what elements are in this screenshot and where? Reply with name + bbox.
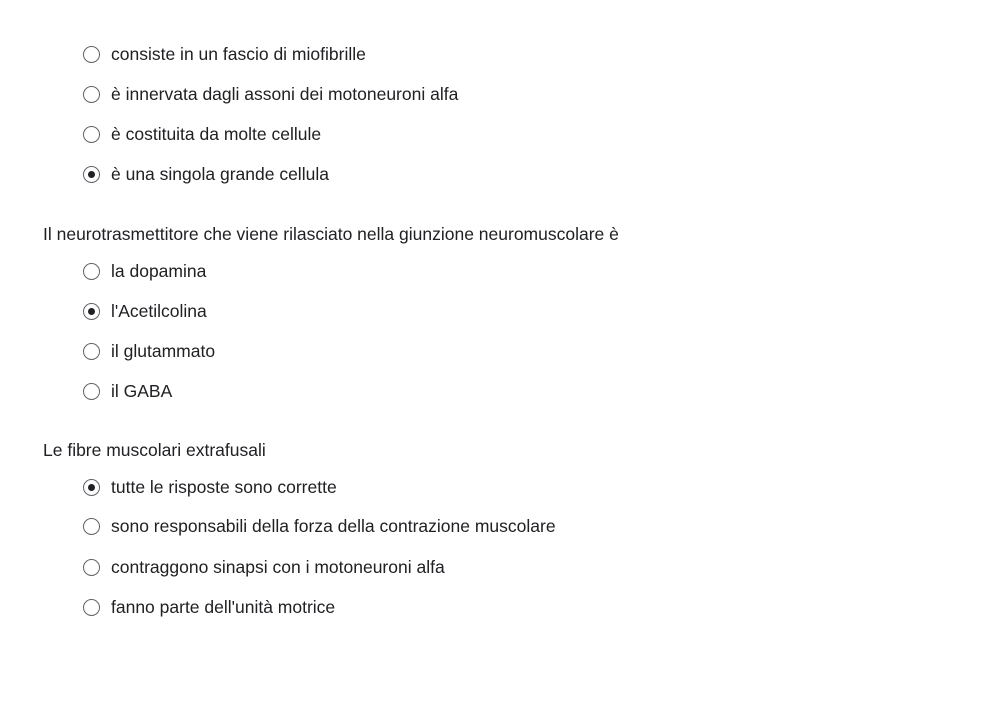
question-3-option-2[interactable] <box>83 515 556 537</box>
radio-button[interactable] <box>83 343 100 360</box>
question-1-option-2[interactable] <box>83 83 458 105</box>
option-label: il glutammato <box>111 341 216 361</box>
option-label: la dopamina <box>111 261 207 281</box>
question-3-option-1[interactable] <box>83 476 337 498</box>
option-label: l'Acetilcolina <box>111 301 207 321</box>
question-2-option-1[interactable] <box>83 260 206 282</box>
radio-button[interactable] <box>83 166 100 183</box>
radio-button[interactable] <box>83 559 100 576</box>
radio-button[interactable] <box>83 263 100 280</box>
question-2-option-2[interactable] <box>83 300 207 322</box>
question-2-option-4[interactable] <box>83 380 172 402</box>
option-label: sono responsabili della forza della contrazione muscolare <box>111 516 556 536</box>
question-3-option-3[interactable] <box>83 556 445 578</box>
radio-button[interactable] <box>83 518 100 535</box>
option-label: è una singola grande cellula <box>111 164 329 184</box>
radio-button[interactable] <box>83 303 100 320</box>
option-label: consiste in un fascio di miofibrille <box>111 44 366 64</box>
option-label: è costituita da molte cellule <box>111 124 322 144</box>
option-label: è innervata dagli assoni dei motoneuroni alfa <box>111 84 459 104</box>
radio-button[interactable] <box>83 126 100 143</box>
radio-button[interactable] <box>83 383 100 400</box>
question-2-option-3[interactable] <box>83 340 215 362</box>
radio-button[interactable] <box>83 599 100 616</box>
question-1-option-1[interactable] <box>83 43 366 65</box>
question-3-option-4[interactable] <box>83 596 335 618</box>
option-label: tutte le risposte sono corrette <box>111 477 337 497</box>
question-1-option-3[interactable] <box>83 123 321 145</box>
radio-button[interactable] <box>83 46 100 63</box>
option-label: contraggono sinapsi con i motoneuroni alfa <box>111 557 445 577</box>
question-1-option-4[interactable] <box>83 163 329 185</box>
radio-button[interactable] <box>83 479 100 496</box>
radio-button[interactable] <box>83 86 100 103</box>
option-label: il GABA <box>111 381 173 401</box>
question-3-text: Le fibre muscolari extrafusali <box>43 440 266 460</box>
option-label: fanno parte dell'unità motrice <box>111 597 336 617</box>
question-2-text: Il neurotrasmettitore che viene rilasciato nella giunzione neuromuscolare è <box>43 224 619 244</box>
